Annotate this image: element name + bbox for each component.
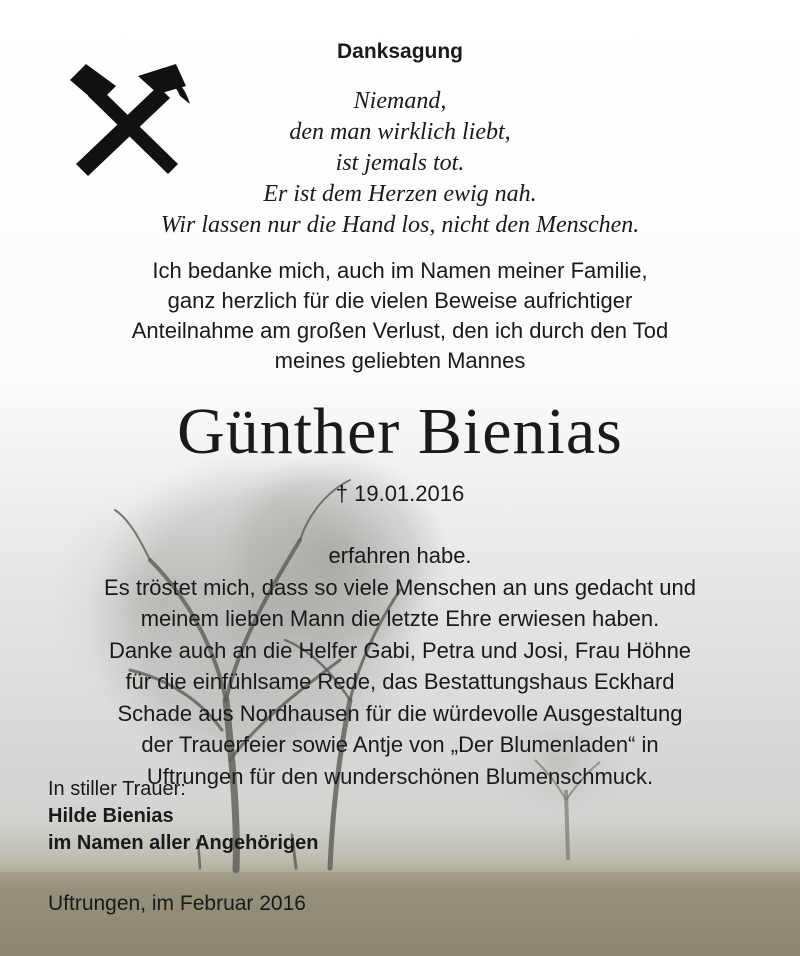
- signature-name: Hilde Bienias: [48, 805, 174, 827]
- poem-line: den man wirklich liebt,: [289, 119, 511, 145]
- gratitude-line: meinem lieben Mann die letzte Ehre erwiesen haben.: [140, 606, 660, 631]
- poem-line: Niemand,: [353, 88, 447, 114]
- notice-heading: Danksagung: [336, 40, 464, 63]
- thanks-line: Ich bedanke mich, auch im Namen meiner Familie,: [152, 258, 648, 283]
- deceased-name: Günther Bienias: [177, 395, 623, 468]
- thanks-line: meines geliebten Mannes: [274, 348, 526, 373]
- death-date: † 19.01.2016: [335, 481, 465, 506]
- gratitude-line: erfahren habe.: [328, 543, 472, 568]
- signature-block: [48, 776, 318, 857]
- gratitude-line: für die einfühlsame Rede, das Bestattungshaus Eckhard: [125, 669, 675, 694]
- signature-relatives: im Namen aller Angehörigen: [48, 832, 319, 854]
- signature-intro: In stiller Trauer:: [48, 778, 186, 800]
- poem-line: Wir lassen nur die Hand los, nicht den Menschen.: [160, 212, 640, 238]
- gratitude-line: Uftrungen für den wunderschönen Blumenschmuck.: [146, 763, 654, 789]
- poem-line: ist jemals tot.: [335, 150, 465, 176]
- gratitude-line: Schade aus Nordhausen für die würdevolle Ausgestaltung: [117, 700, 683, 726]
- memorial-poem: [0, 86, 800, 241]
- thanks-paragraph: [0, 256, 800, 376]
- poem-line: Er ist dem Herzen ewig nah.: [263, 181, 537, 207]
- gratitude-line: Es tröstet mich, dass so viele Menschen an uns gedacht und: [104, 574, 696, 600]
- thanks-line: ganz herzlich für die vielen Beweise aufrichtiger: [167, 288, 633, 313]
- place-and-date: Uftrungen, im Februar 2016: [48, 892, 306, 915]
- gratitude-text: [0, 540, 800, 792]
- gratitude-line: der Trauerfeier sowie Antje von „Der Blumenladen“ in: [141, 732, 659, 757]
- gratitude-line: Danke auch an die Helfer Gabi, Petra und Josi, Frau Höhne: [108, 637, 692, 663]
- thanks-line: Anteilnahme am großen Verlust, den ich durch den Tod: [131, 318, 669, 343]
